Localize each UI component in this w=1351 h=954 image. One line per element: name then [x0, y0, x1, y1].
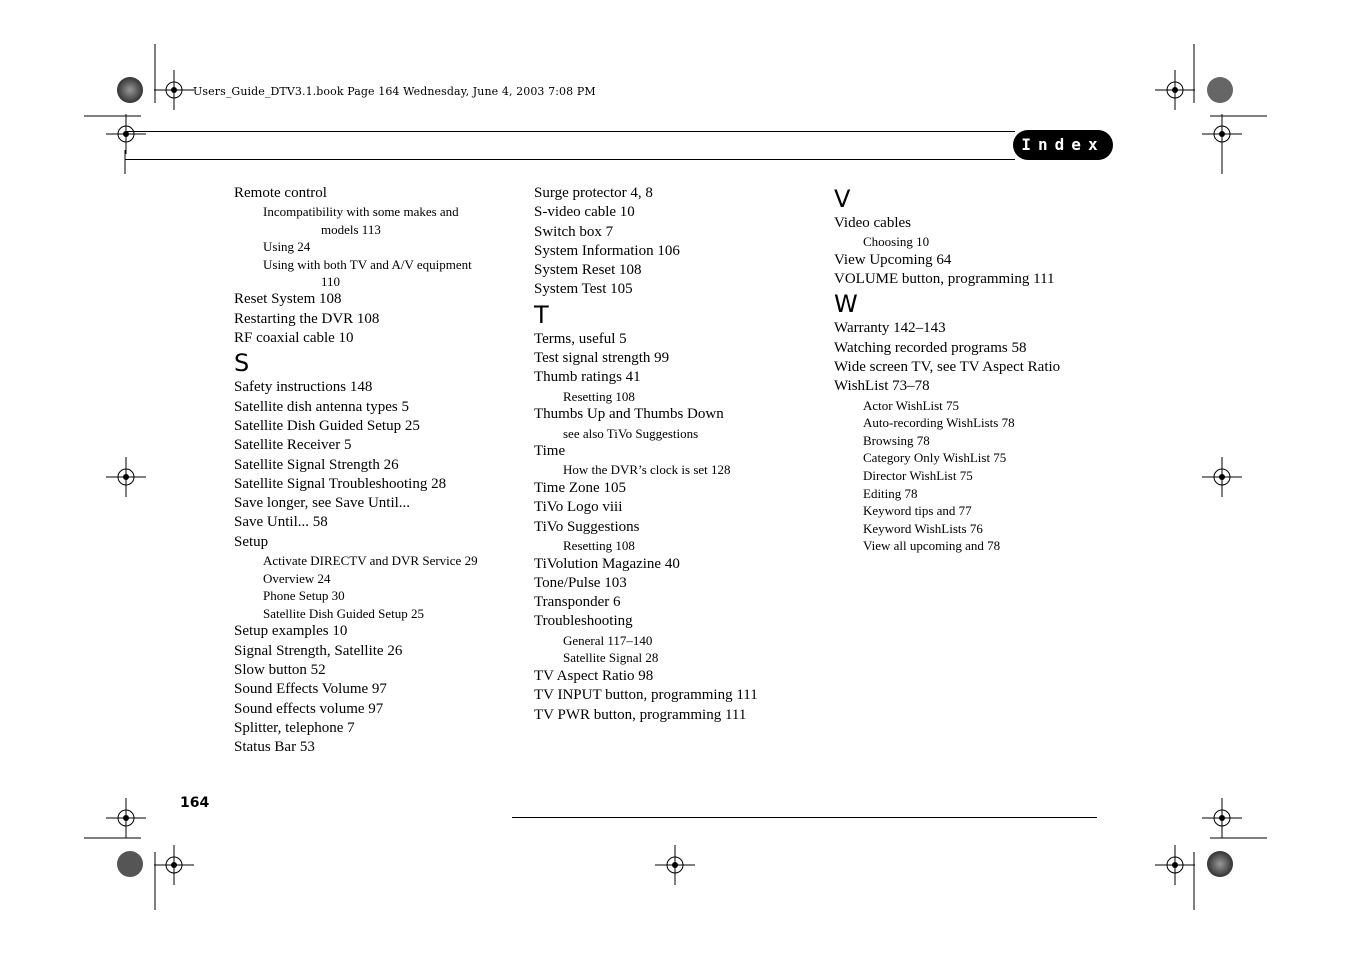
index-entry: Signal Strength, Satellite 26: [234, 642, 403, 659]
index-entry: Satellite dish antenna types 5: [234, 398, 409, 415]
index-subentry: General 117–140: [563, 632, 653, 648]
index-subentry: Incompatibility with some makes and: [263, 204, 459, 220]
index-letter-heading: S: [234, 349, 250, 378]
index-subentry: Editing 78: [863, 485, 918, 501]
index-entry: Video cables: [834, 215, 911, 231]
header-rule-top: [125, 131, 1015, 132]
index-entry: Status Bar 53: [234, 739, 315, 756]
index-column-1: [234, 184, 524, 758]
index-subentry: Activate DIRECTV and DVR Service 29: [263, 553, 478, 569]
index-entry: Save Until... 58: [234, 514, 328, 531]
index-subentry: Browsing 78: [863, 432, 930, 448]
index-subentry: Auto-recording WishLists 78: [863, 415, 1015, 431]
index-subentry: Phone Setup 30: [263, 588, 345, 604]
index-entry: Thumbs Up and Thumbs Down: [534, 406, 724, 423]
index-entry: Warranty 142–143: [834, 320, 946, 337]
index-subentry: Choosing 10: [863, 234, 930, 250]
index-entry: TV INPUT button, programming 111: [534, 687, 758, 704]
index-entry: RF coaxial cable 10: [234, 330, 354, 347]
index-subentry: 110: [321, 274, 341, 290]
index-column-3: [834, 184, 1124, 555]
index-entry: TiVo Logo viii: [534, 499, 623, 516]
index-entry: Restarting the DVR 108: [234, 310, 380, 327]
index-entry: Sound effects volume 97: [234, 700, 384, 717]
index-subentry: Category Only WishList 75: [863, 450, 1007, 466]
index-entry: TiVolution Magazine 40: [534, 555, 680, 572]
index-entry: System Information 106: [534, 242, 680, 259]
index-subentry: Actor WishList 75: [863, 397, 960, 413]
index-subentry: see also TiVo Suggestions: [563, 425, 699, 441]
index-entry: System Reset 108: [534, 262, 642, 279]
index-subentry: View all upcoming and 78: [863, 538, 1001, 554]
index-entry: Satellite Signal Troubleshooting 28: [234, 475, 447, 492]
section-tab: Index: [1013, 130, 1113, 160]
index-entry: TiVo Suggestions: [534, 518, 640, 535]
index-entry: TV PWR button, programming 111: [534, 706, 747, 723]
index-column-2: [534, 184, 824, 725]
index-entry: Time: [534, 443, 566, 460]
index-entry: Satellite Dish Guided Setup 25: [234, 417, 420, 434]
header-rule-bottom: [125, 159, 1015, 160]
index-subentry: Keyword WishLists 76: [863, 520, 983, 536]
index-subentry: Keyword tips and 77: [863, 503, 972, 519]
print-slug: Users_Guide_DTV3.1.book Page 164 Wednesday, June 4, 2003 7:08 PM: [193, 85, 596, 98]
index-subentry: Overview 24: [263, 570, 331, 586]
index-subentry: models 113: [321, 221, 381, 237]
index-entry: Save longer, see Save Until...: [234, 495, 411, 512]
index-entry: Transponder 6: [534, 594, 621, 611]
index-entry: Safety instructions 148: [234, 379, 373, 396]
index-entry: Remote control: [234, 185, 327, 201]
index-entry: Setup examples 10: [234, 623, 348, 640]
index-entry: View Upcoming 64: [834, 251, 952, 268]
index-entry: Satellite Receiver 5: [234, 437, 352, 454]
index-letter-heading: T: [534, 300, 549, 329]
index-entry: Setup: [234, 533, 269, 550]
index-entry: Splitter, telephone 7: [234, 719, 355, 736]
index-entry: Troubleshooting: [534, 613, 633, 630]
index-entry: Test signal strength 99: [534, 350, 670, 367]
index-entry: Surge protector 4, 8: [534, 185, 653, 201]
index-entry: Reset System 108: [234, 291, 342, 308]
index-entry: Watching recorded programs 58: [834, 339, 1027, 356]
index-entry: S-video cable 10: [534, 204, 635, 221]
index-subentry: Director WishList 75: [863, 468, 973, 484]
index-entry: Slow button 52: [234, 662, 326, 679]
page-number: 164: [180, 795, 210, 811]
index-letter-heading: W: [834, 290, 858, 319]
index-entry: TV Aspect Ratio 98: [534, 667, 654, 684]
index-entry: Terms, useful 5: [534, 330, 627, 347]
index-subentry: Satellite Dish Guided Setup 25: [263, 605, 425, 621]
index-entry: Tone/Pulse 103: [534, 574, 627, 591]
index-subentry: Satellite Signal 28: [563, 650, 659, 666]
index-subentry: Resetting 108: [563, 388, 635, 404]
index-entry: Time Zone 105: [534, 480, 626, 497]
index-entry: VOLUME button, programming 111: [834, 271, 1055, 288]
index-subentry: How the DVR’s clock is set 128: [563, 462, 731, 478]
index-entry: Switch box 7: [534, 223, 614, 240]
index-entry: Satellite Signal Strength 26: [234, 456, 399, 473]
index-subentry: Using with both TV and A/V equipment: [263, 256, 472, 272]
index-entry: Sound Effects Volume 97: [234, 681, 387, 698]
index-entry: System Test 105: [534, 281, 633, 298]
index-subentry: Resetting 108: [563, 537, 635, 553]
index-entry: Thumb ratings 41: [534, 369, 641, 386]
index-entry: Wide screen TV, see TV Aspect Ratio: [834, 359, 1061, 376]
index-letter-heading: V: [834, 185, 851, 213]
footer-rule: [512, 817, 1097, 818]
index-subentry: Using 24: [263, 239, 311, 255]
index-entry: WishList 73–78: [834, 378, 930, 395]
